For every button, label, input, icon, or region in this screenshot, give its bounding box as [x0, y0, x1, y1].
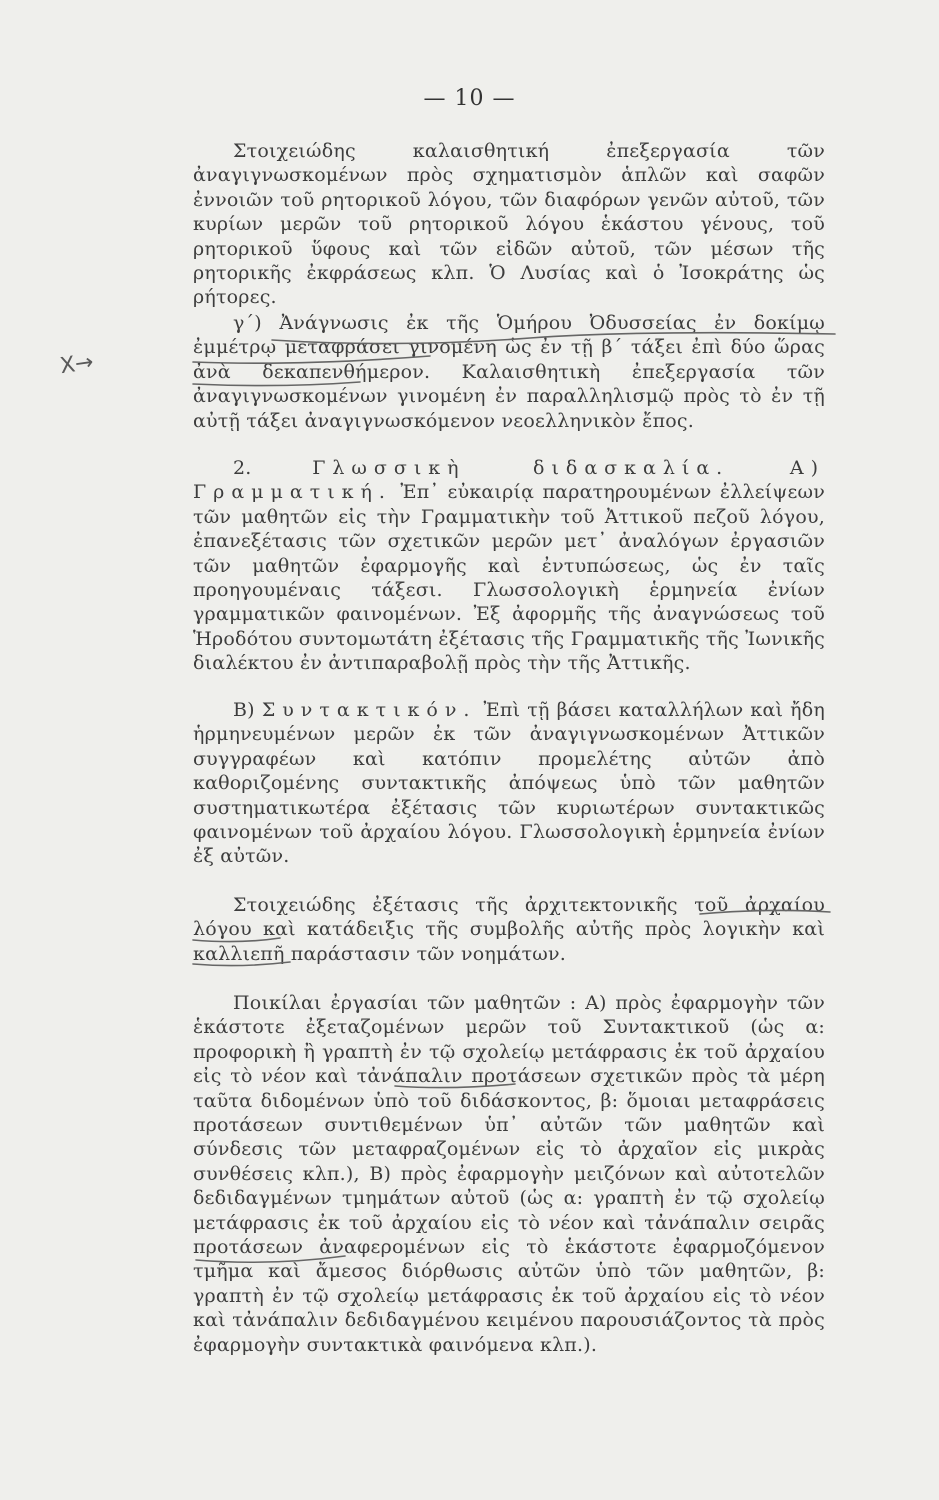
paragraph-grammar	[193, 456, 825, 676]
paragraph-syntax	[193, 698, 825, 869]
paragraph-architecture: Στοιχειώδης ἐξέτασις τῆς ἀρχιτεκτονικῆς τοῦ ἀρχαίου λόγου καὶ κατάδειξις τῆς συμβολῆς αὐτῆς πρὸς λογικὴν καὶ καλλιεπῆ παράστασιν τῶν νοημάτων.	[193, 894, 825, 965]
page-number: — 10 —	[423, 86, 516, 111]
grammar-text: Ἐπ᾿ εὐκαιρίᾳ παρατηρουμένων ἐλλείψεων τῶν μαθητῶν εἰς τὴν Γραμματικὴν τοῦ Ἀττικοῦ πεζοῦ λόγου, ἐπανεξέτασις τῶν σχετικῶν μερῶν μετ᾿ ἀναλόγων ἐργασιῶν τῶν μαθητῶν ἐφαρμογῆς καὶ ἐντυπώσεως, ὡς ἐν ταῖς προηγουμέναις τάξεσι. Γλωσσολογικὴ ἑρμηνεία ἐνίων γραμματικῶν φαινομένων. Ἐξ ἀφορμῆς τῆς ἀναγνώσεως τοῦ Ἡροδότου συντομωτάτη ἐξέτασις τῆς Γραμματικῆς τῆς Ἰωνικῆς διαλέκτου ἐν ἀντιπαραβολῇ πρὸς τὴν τῆς Ἀττικῆς.	[193, 481, 825, 675]
section-number: 2.	[233, 457, 252, 479]
heading-grammatiki: Α) Γραμματική.	[193, 457, 825, 504]
heading-glossiki-didaskalia: Γλωσσικὴ διδασκαλία.	[312, 457, 730, 479]
syntax-letter: Β)	[233, 699, 255, 721]
paragraph-exercises: Ποικίλαι ἐργασίαι τῶν μαθητῶν : Α) πρὸς ἐφαρμογὴν τῶν ἑκάστοτε ἐξεταζομένων μερῶν τοῦ Συντακτικοῦ (ὡς α: προφορικὴ ἢ γραπτὴ ἐν τῷ σχολείῳ μετάφρασις ἐκ τοῦ ἀρχαίου εἰς τὸ νέον καὶ τἀνάπαλιν προτάσεων σχετικῶν πρὸς τὰ μέρη ταῦτα διδομένων ὑπὸ τοῦ διδάσκοντος, β: ὅμοιαι μεταφράσεις προτάσεων συντιθεμένων ὑπ᾿ αὐτῶν τῶν μαθητῶν καὶ σύνδεσις τῶν μεταφραζομένων εἰς τὸ ἀρχαῖον εἰς μικρὰς συνθέσεις κλπ.), Β) πρὸς ἐφαρμογὴν μειζόνων καὶ αὐτοτελῶν δεδιδαγμένων τμημάτων αὐτοῦ (ὡς α: γραπτὴ ἐν τῷ σχολείῳ μετάφρασις ἐκ τοῦ ἀρχαίου εἰς τὸ νέον καὶ τἀνάπαλιν σειρᾶς προτάσεων ἀναφερομένων εἰς τὸ ἑκάστοτε ἐφαρμοζόμενον τμῆμα καὶ ἄμεσος διόρθωσις αὐτῶν ὑπὸ τῶν μαθητῶν, β: γραπτὴ ἐν τῷ σχολείῳ μετάφρασις ἐκ τοῦ ἀρχαίου εἰς τὸ νέον καὶ τἀνάπαλιν δεδιδαγμένου κειμένου παρουσιάζοντος τὰ πρὸς ἐφαρμογὴν συντακτικὰ φαινόμενα κλπ.).	[193, 992, 825, 1356]
paragraph-odyssey: γ΄) Ἀνάγνωσις ἐκ τῆς Ὁμήρου Ὀδυσσείας ἐν δοκίμῳ ἐμμέτρῳ μεταφράσει γινομένη ὡς ἐν τῇ β΄ τάξει ἐπὶ δύο ὥρας ἀνὰ δεκαπενθήμερον. Καλαισθητικὴ ἐπεξεργασία τῶν ἀναγιγνωσκομένων γινομένη ἐν παραλληλισμῷ πρὸς τὸ ἐν τῇ αὐτῇ τάξει ἀναγιγνωσκόμενον νεοελληνικὸν ἔπος.	[193, 312, 825, 432]
heading-syntaktikon: Συντακτικόν.	[261, 699, 477, 721]
syntax-text: Ἐπὶ τῇ βάσει καταλλήλων καὶ ἤδη ἡρμηνευμένων μερῶν ἐκ τῶν ἀναγιγνωσκομένων Ἀττικῶν συγγραφέων καὶ κατόπιν προμελέτης αὐτῶν ἀπὸ καθοριζομένης συντακτικῆς ἀπόψεως ὑπὸ τῶν μαθητῶν συστηματικωτέρα ἐξέτασις τῶν κυριωτέρων συντακτικῶς φαινομένων τοῦ ἀρχαίου λόγου. Γλωσσολογικὴ ἑρμηνεία ἐνίων ἐξ αὐτῶν.	[193, 699, 825, 868]
paragraph-rhetoric: Στοιχειώδης καλαισθητική ἐπεξεργασία τῶν ἀναγιγνωσκομένων πρὸς σχηματισμὸν ἁπλῶν καὶ σαφῶν ἐννοιῶν τοῦ ρητορικοῦ λόγου, τῶν διαφόρων γενῶν αὐτοῦ, τῶν κυρίων μερῶν τοῦ ρητορικοῦ λόγου ἑκάστου γένους, τοῦ ρητορικοῦ ὕφους καὶ τῶν εἰδῶν αὐτοῦ, τῶν μέσων τῆς ρητορικῆς ἐκφράσεως κλπ. Ὁ Λυσίας καὶ ὁ Ἰσοκράτης ὡς ρήτορες.	[193, 140, 825, 309]
handwritten-margin-mark: Χ→	[58, 349, 96, 380]
